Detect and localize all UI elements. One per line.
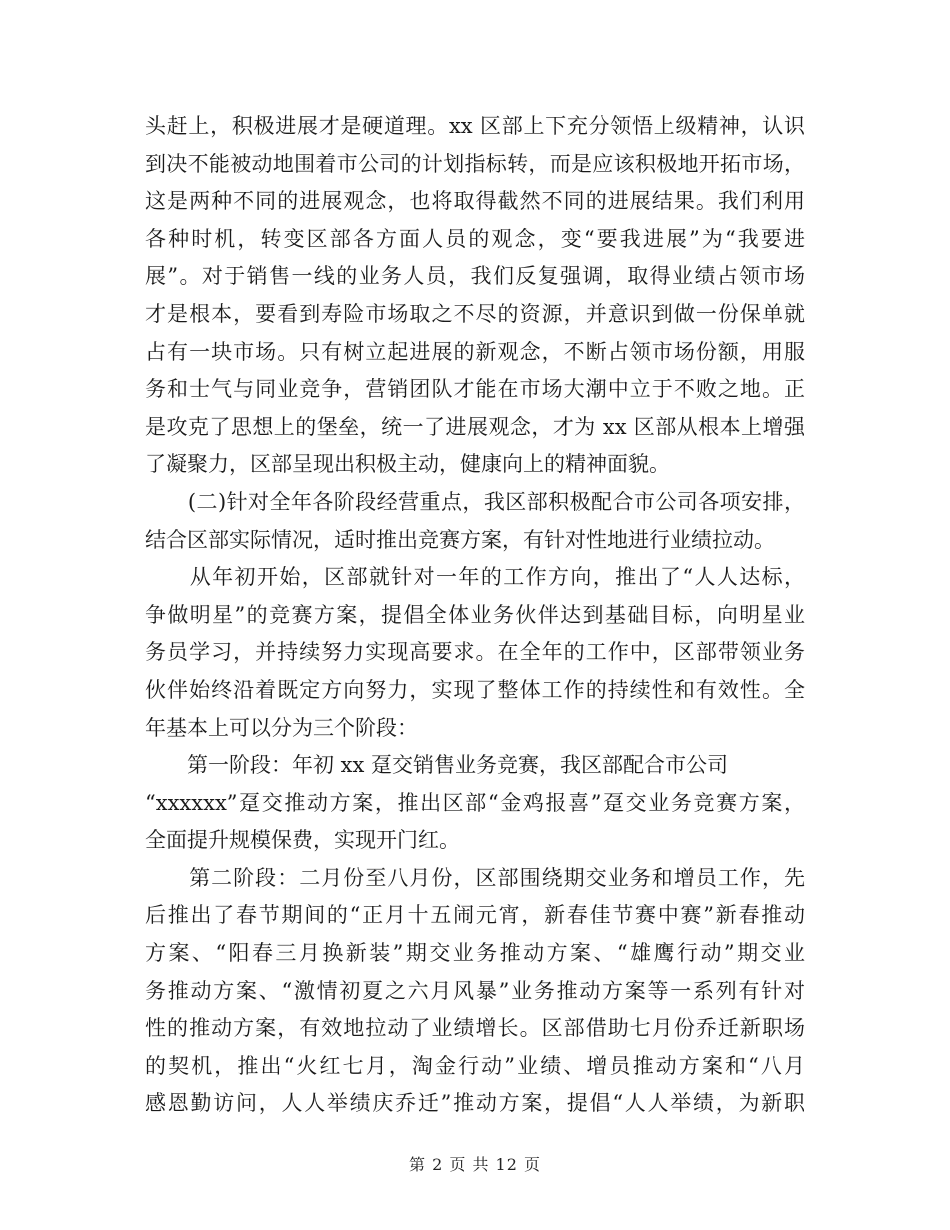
text-line: 结合区部实际情况，适时推出竞赛方案，有针对性地进行业绩拉动。 [145,527,775,552]
body-text [145,108,805,1123]
text-line: 第二阶段：二月份至八月份，区部围绕期交业务和增员工作，先 [145,865,805,890]
text-line: 了凝聚力，区部呈现出积极主动，健康向上的精神面貌。 [145,452,670,477]
text-line: 伙伴始终沿着既定方向努力，实现了整体工作的持续性和有效性。全 [145,677,805,702]
text-line: 这是两种不同的进展观念，也将取得截然不同的进展结果。我们利用 [145,189,805,214]
text-line: (二)针对全年各阶段经营重点，我区部积极配合市公司各项安排， [145,489,805,514]
text-line: 务员学习，并持续努力实现高要求。在全年的工作中，区部带领业务 [145,640,805,665]
text-line: 第一阶段：年初 xx 趸交销售业务竞赛，我区部配合市公司 [145,753,729,778]
text-line: 的契机，推出“火红七月，淘金行动”业绩、增员推动方案和“八月 [145,1053,805,1078]
text-line: 感恩勤访问，人人举绩庆乔迁”推动方案，提倡“人人举绩，为新职 [145,1091,805,1116]
text-line: 后推出了春节期间的“正月十五闹元宵，新春佳节赛中赛”新春推动 [145,903,805,928]
text-line: “xxxxxx”趸交推动方案，推出区部“金鸡报喜”趸交业务竞赛方案， [145,790,805,815]
text-line: 务推动方案、“激情初夏之六月风暴”业务推动方案等一系列有针对 [145,978,805,1003]
text-line: 是攻克了思想上的堡垒，统一了进展观念，才为 xx 区部从根本上增强 [145,414,805,439]
page-number-footer: 第 2 页 共 12 页 [409,1155,541,1174]
text-line: 争做明星”的竞赛方案，提倡全体业务伙伴达到基础目标，向明星业 [145,602,805,627]
text-line: 占有一块市场。只有树立起进展的新观念，不断占领市场份额，用服 [145,339,805,364]
text-line: 全面提升规模保费，实现开门红。 [145,828,460,853]
text-line: 才是根本，要看到寿险市场取之不尽的资源，并意识到做一份保单就 [145,301,805,326]
text-line: 头赶上，积极进展才是硬道理。xx 区部上下充分领悟上级精神，认识 [145,114,805,138]
text-line: 年基本上可以分为三个阶段： [145,715,418,740]
text-line: 到决不能被动地围着市公司的计划指标转，而是应该积极地开拓市场， [145,151,805,176]
text-line: 各种时机，转变区部各方面人员的观念，变“要我进展”为“我要进 [145,226,805,251]
text-line: 方案、“阳春三月换新装”期交业务推动方案、“雄鹰行动”期交业 [145,941,805,966]
text-line: 展”。对于销售一线的业务人员，我们反复强调，取得业绩占领市场 [145,264,805,289]
text-line: 务和士气与同业竞争，营销团队才能在市场大潮中立于不败之地。正 [145,377,805,402]
text-line: 从年初开始，区部就针对一年的工作方向，推出了“人人达标， [145,565,805,590]
text-line: 性的推动方案，有效地拉动了业绩增长。区部借助七月份乔迁新职场 [145,1016,805,1041]
